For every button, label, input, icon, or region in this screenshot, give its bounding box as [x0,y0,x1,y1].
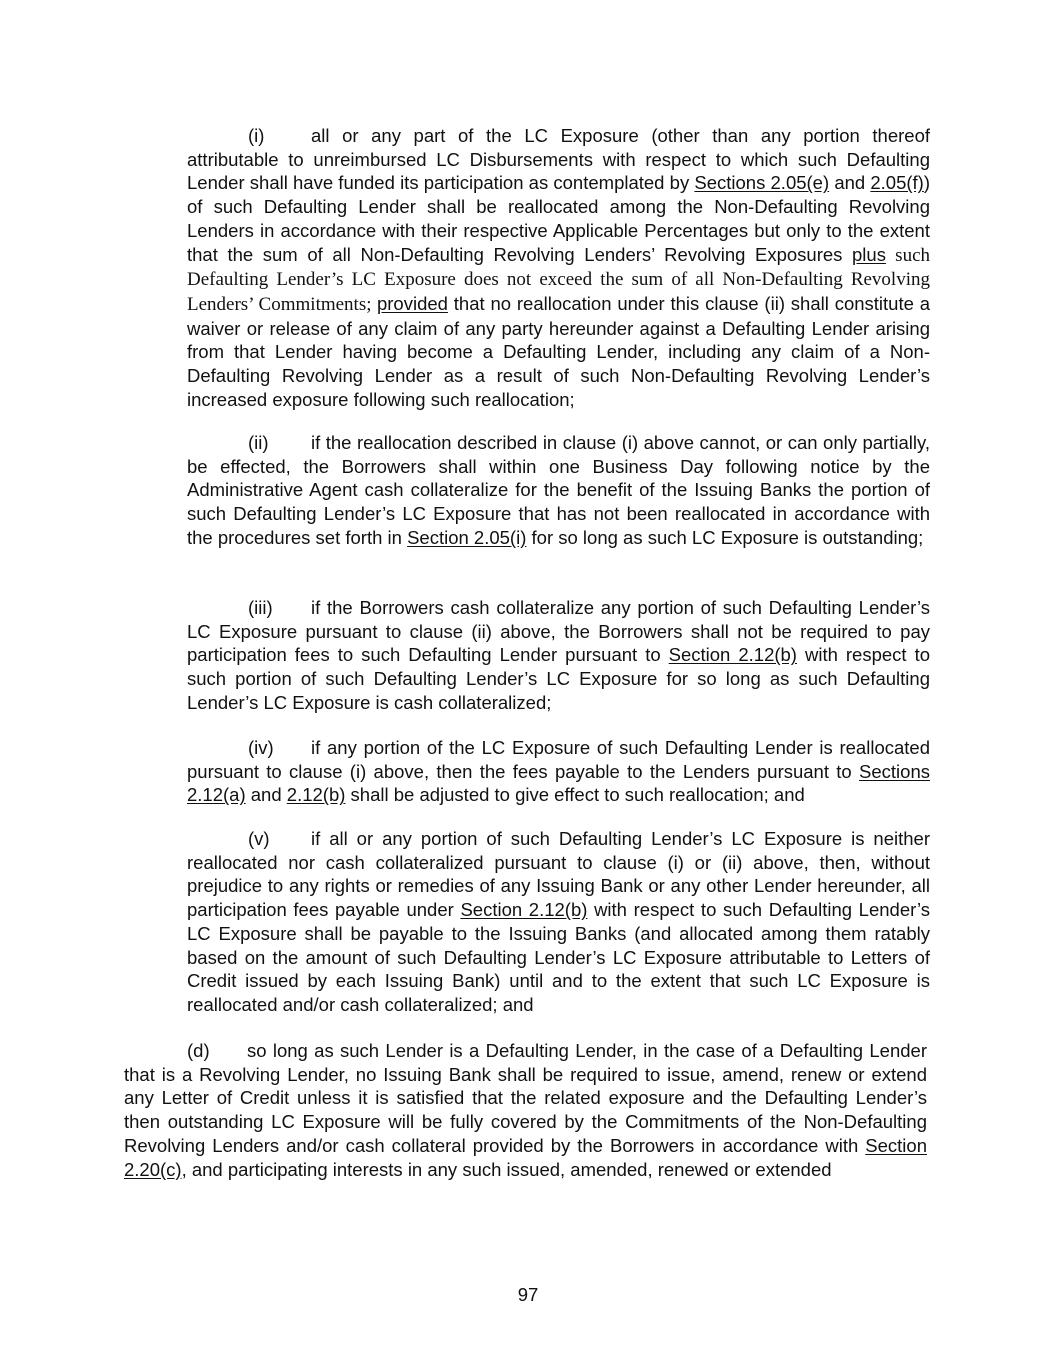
section-reference: 2.05(f) [870,172,924,194]
clause-number: (v) [248,828,270,849]
clause-text: if any portion of the LC Exposure of such Defaulting Lender is reallocated pursuant to clause (i) above, then the fees payable to the Lenders pursuant to [187,737,930,782]
clause-text: with respect to such portion of such Defaulting Lender’s LC Exposure for so long as such Defaulting Lender’s LC Exposure is cash collateralized; [187,644,931,713]
clause-number: (iv) [248,737,274,758]
clause-text: shall be adjusted to give effect to such reallocation; and [345,784,805,806]
clause-text: and [245,784,287,806]
clause-text: all or any part of the LC Exposure (other than any portion thereof attributable to unreimbursed LC Disbursements with respect to which such Defaulting Lender shall have funded its participation as contemplated by [187,125,930,194]
page-number: 97 [517,1284,539,1305]
section-reference: Sections 2.12(a) [187,760,930,806]
clause-d-paragraph [124,1039,927,1181]
clause-text: if all or any portion of such Defaulting Lender’s LC Exposure is neither reallocated nor cash collateralized pursuant to clause (i) or (ii) above, then, without prejudice to any rights or remedies of any Issuing Bank or any other Lender hereunder, all participation fees payable under [187,828,930,921]
section-reference: Sections 2.05(e) [694,172,830,194]
clause-text: and [829,172,871,194]
clause-number: (iii) [248,597,273,618]
emphasis-term: plus [852,243,886,265]
section-reference: Section 2.12(b) [668,644,797,666]
clause-text: , and participating interests in any such issued, amended, renewed or extended [181,1158,832,1180]
clause-ii-paragraph [187,431,930,550]
section-reference: Section 2.20(c) [124,1134,927,1180]
clause-number: (d) [187,1040,210,1061]
clause-v-paragraph [187,827,930,1017]
emphasis-term: provided [376,292,448,314]
clause-text: so long as such Lender is a Defaulting Lender, in the case of a Defaulting Lender that is a Revolving Lender, no Issuing Bank shall be required to issue, amend, renew or extend any Letter of Credit unless it is satisfied that the related exposure and the Defaulting Lender’s then outstanding LC Exposure will be fully covered by the Commitments of the Non-Defaulting Revolving Lenders and/or cash collateral provided by the Borrowers in accordance with [124,1040,927,1156]
section-reference: Section 2.12(b) [460,899,588,921]
clause-number: (ii) [248,432,269,453]
clause-text: if the reallocation described in clause (i) above cannot, or can only partially, be effected, the Borrowers shall within one Business Day following notice by the Administrative Agent cash collateralize for the benefit of the Issuing Banks the portion of such Defaulting Lender’s LC Exposure that has not been reallocated in accordance with the procedures set forth in [187,432,930,548]
clause-iii-paragraph [187,596,930,715]
section-reference: Section 2.05(i) [407,526,527,548]
clause-text: if the Borrowers cash collateralize any portion of such Defaulting Lender’s LC Exposure pursuant to clause (ii) above, the Borrowers shall not be required to pay participation fees to such Defaulting Lender pursuant to [187,597,930,666]
clause-text: for so long as such LC Exposure is outstanding; [526,526,924,548]
clause-text: such Defaulting Lender’s LC Exposure does not exceed the sum of all Non-Defaulting Revolving Lenders’ Commitments; [187,244,931,315]
clause-i-paragraph [187,124,930,411]
clause-text: that no reallocation under this clause (ii) shall constitute a waiver or release of any claim of any party hereunder against a Defaulting Lender arising from that Lender having become a Defaulting Lender, including any claim of a Non-Defaulting Revolving Lender as a result of such Non-Defaulting Revolving Lender’s increased exposure following such reallocation; [187,292,931,410]
clause-iv-paragraph [187,736,930,807]
clause-text: with respect to such Defaulting Lender’s LC Exposure shall be payable to the Issuing Banks (and allocated among them ratably based on the amount of such Defaulting Lender’s LC Exposure attributable to Letters of Credit issued by each Issuing Bank) until and to the extent that such LC Exposure is reallocated and/or cash collateralized; and [187,899,930,1015]
clause-number: (i) [248,125,265,146]
clause-text: ) of such Defaulting Lender shall be reallocated among the Non-Defaulting Revolving Lenders in accordance with their respective Applicable Percentages but only to the extent that the sum of all Non-Defaulting Revolving Lenders’ Revolving Exposures [187,172,931,265]
section-reference: 2.12(b) [286,784,346,806]
